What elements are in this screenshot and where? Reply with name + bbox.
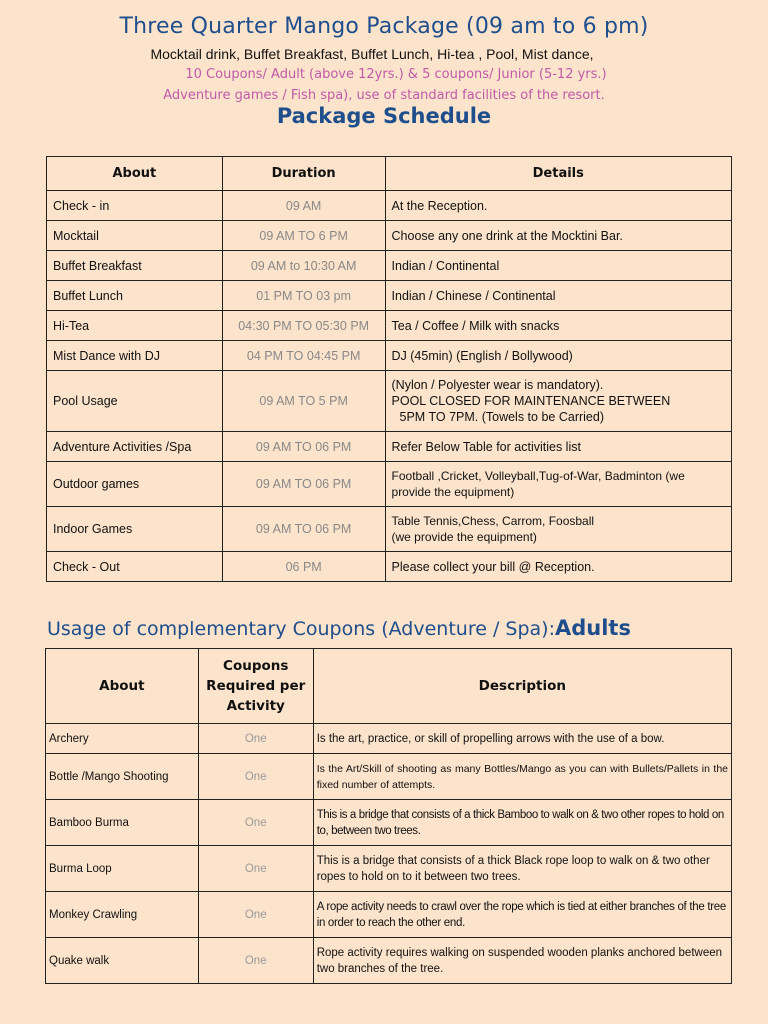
coupons-required: One	[198, 724, 313, 754]
activity-name: Bamboo Burma	[46, 800, 199, 846]
detail-line: (Nylon / Polyester wear is mandatory).	[391, 378, 604, 392]
row-duration: 09 AM to 10:30 AM	[222, 251, 385, 281]
activity-description: Is the art, practice, or skill of propelling arrows with the use of a bow.	[313, 724, 731, 754]
row-duration: 04:30 PM TO 05:30 PM	[222, 311, 385, 341]
coupons-note: 10 Coupons/ Adult (above 12yrs.) & 5 coupons/ Junior (5-12 yrs.)	[185, 67, 607, 82]
table-row	[47, 462, 732, 507]
row-duration: 09 AM TO 6 PM	[222, 221, 385, 251]
column-header-duration: Duration	[222, 157, 385, 191]
table-row	[47, 341, 732, 371]
row-details: Refer Below Table for activities list	[385, 432, 731, 462]
coupons-table	[45, 648, 732, 984]
column-header-details: Details	[385, 157, 731, 191]
row-duration: 06 PM	[222, 552, 385, 582]
header-line: Coupons	[223, 658, 289, 674]
row-details: DJ (45min) (English / Bollywood)	[385, 341, 731, 371]
table-row	[47, 281, 732, 311]
coupons-section-title	[47, 616, 631, 640]
row-duration: 09 AM TO 06 PM	[222, 462, 385, 507]
row-duration: 01 PM TO 03 pm	[222, 281, 385, 311]
detail-line: (we provide the equipment)	[391, 530, 537, 544]
column-header-coupons-required	[198, 649, 313, 724]
schedule-title: Package Schedule	[276, 104, 492, 128]
coupons-title-suffix: Adults	[554, 616, 631, 640]
row-about: Check - Out	[47, 552, 223, 582]
activity-description: This is a bridge that consists of a thick Bamboo to walk on & two other ropes to hold on to, between two trees.	[313, 800, 731, 846]
extras-note: Adventure games / Fish spa), use of standard facilities of the resort.	[163, 88, 605, 103]
coupons-required: One	[198, 938, 313, 984]
table-row	[46, 846, 732, 892]
detail-line: provide the equipment)	[391, 485, 515, 499]
row-details: Choose any one drink at the Mocktini Bar.	[385, 221, 731, 251]
coupons-required: One	[198, 754, 313, 800]
row-about: Indoor Games	[47, 507, 223, 552]
table-row	[47, 507, 732, 552]
table-row	[46, 892, 732, 938]
package-title: Three Quarter Mango Package (09 am to 6 pm)	[119, 14, 649, 39]
activity-name: Archery	[46, 724, 199, 754]
row-about: Mocktail	[47, 221, 223, 251]
coupons-required: One	[198, 892, 313, 938]
schedule-table	[46, 156, 732, 582]
detail-line: POOL CLOSED FOR MAINTENANCE BETWEEN	[391, 394, 671, 408]
row-details: Indian / Chinese / Continental	[385, 281, 731, 311]
coupons-required: One	[198, 846, 313, 892]
activity-name: Bottle /Mango Shooting	[46, 754, 199, 800]
row-details: At the Reception.	[385, 191, 731, 221]
column-header-description: Description	[313, 649, 731, 724]
row-details: Tea / Coffee / Milk with snacks	[385, 311, 731, 341]
row-about: Buffet Breakfast	[47, 251, 223, 281]
detail-line: Football ,Cricket, Volleyball,Tug-of-War, Badminton (we	[391, 469, 685, 483]
activity-description: A rope activity needs to crawl over the rope which is tied at either branches of the tree in order to reach the other end.	[313, 892, 731, 938]
row-details	[385, 462, 731, 507]
table-row	[47, 251, 732, 281]
row-duration: 09 AM TO 06 PM	[222, 507, 385, 552]
table-row	[46, 754, 732, 800]
row-about: Mist Dance with DJ	[47, 341, 223, 371]
column-header-about: About	[46, 649, 199, 724]
table-row	[47, 311, 732, 341]
coupons-required: One	[198, 800, 313, 846]
row-details	[385, 507, 731, 552]
coupons-title-text: Usage of complementary Coupons (Adventure / Spa):	[47, 618, 555, 640]
activity-description: This is a bridge that consists of a thick Black rope loop to walk on & two other ropes to hold on to it between two trees.	[313, 846, 731, 892]
table-row	[46, 800, 732, 846]
package-inclusions: Mocktail drink, Buffet Breakfast, Buffet Lunch, Hi-tea , Pool, Mist dance,	[150, 46, 594, 62]
row-details	[385, 371, 731, 432]
activity-description: Rope activity requires walking on suspended wooden planks anchored between two branches of the tree.	[313, 938, 731, 984]
detail-line: Table Tennis,Chess, Carrom, Foosball	[391, 514, 595, 528]
detail-line: 5PM TO 7PM. (Towels to be Carried)	[399, 410, 604, 424]
activity-name: Quake walk	[46, 938, 199, 984]
table-row	[47, 221, 732, 251]
table-row	[47, 191, 732, 221]
header-line: Activity	[226, 698, 285, 714]
row-about: Outdoor games	[47, 462, 223, 507]
table-row	[46, 724, 732, 754]
row-about: Buffet Lunch	[47, 281, 223, 311]
row-about: Hi-Tea	[47, 311, 223, 341]
column-header-about: About	[47, 157, 223, 191]
table-row	[46, 938, 732, 984]
row-duration: 09 AM	[222, 191, 385, 221]
activity-name: Monkey Crawling	[46, 892, 199, 938]
table-row	[47, 432, 732, 462]
row-duration: 04 PM TO 04:45 PM	[222, 341, 385, 371]
table-row	[47, 371, 732, 432]
row-about: Pool Usage	[47, 371, 223, 432]
table-row	[47, 552, 732, 582]
row-duration: 09 AM TO 5 PM	[222, 371, 385, 432]
activity-description: Is the Art/Skill of shooting as many Bottles/Mango as you can with Bullets/Pallets in the fixed number of attempts.	[313, 754, 731, 800]
row-about: Adventure Activities /Spa	[47, 432, 223, 462]
activity-name: Burma Loop	[46, 846, 199, 892]
row-details: Please collect your bill @ Reception.	[385, 552, 731, 582]
row-duration: 09 AM TO 06 PM	[222, 432, 385, 462]
header-line: Required per	[206, 678, 306, 694]
row-about: Check - in	[47, 191, 223, 221]
row-details: Indian / Continental	[385, 251, 731, 281]
